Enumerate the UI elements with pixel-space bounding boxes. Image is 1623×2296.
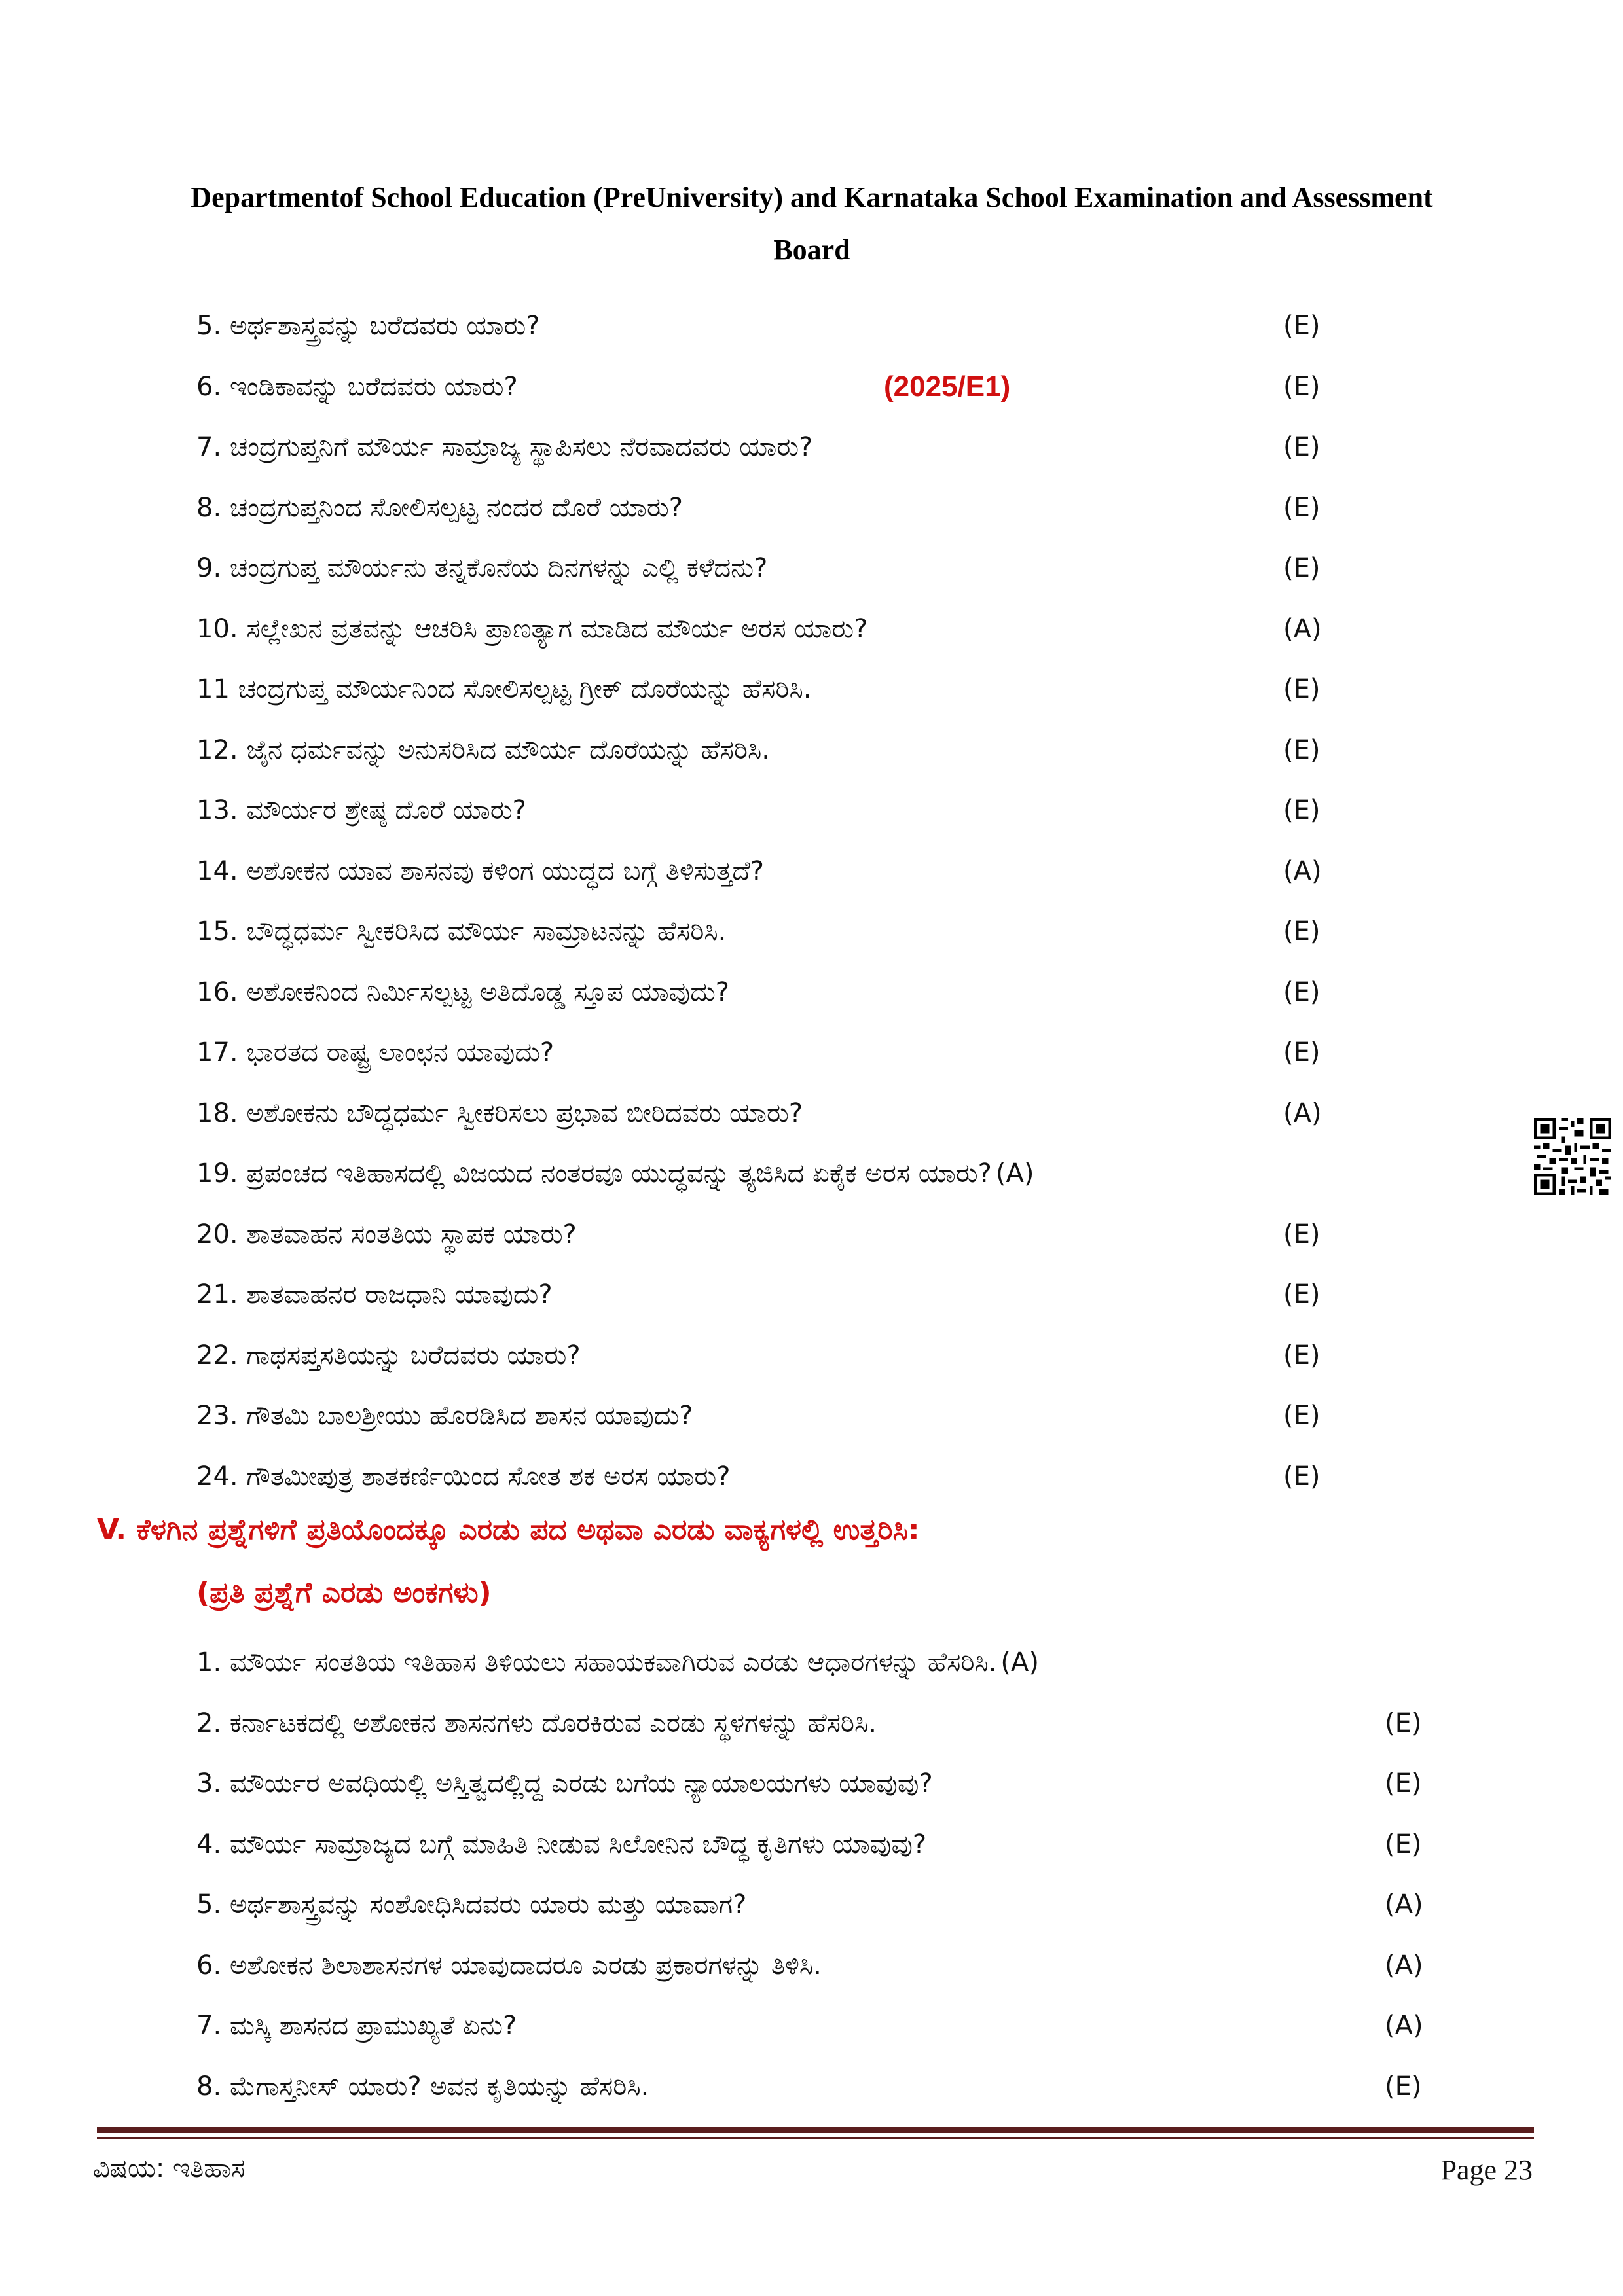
question-text: 4. ಮೌರ್ಯ ಸಾಮ್ರಾಜ್ಯದ ಬಗ್ಗೆ ಮಾಹಿತಿ ನೀಡುವ ಸಿಲೋನಿನ ಬೌದ್ಧ ಕೃತಿಗಳು ಯಾವುವು? [196, 1829, 927, 1859]
question-item [196, 1757, 1499, 1810]
question-text: 7. ಮಸ್ಕಿ ಶಾಸನದ ಪ್ರಾಮುಖ್ಯತೆ ಏನು? [196, 2011, 517, 2041]
difficulty-tag: (E) [1283, 371, 1321, 402]
question-text: 6. ಅಶೋಕನ ಶಿಲಾಶಾಸನಗಳ ಯಾವುದಾದರೂ ಎರಡು ಪ್ರಕಾರಗಳನ್ನು ತಿಳಿಸಿ. [196, 1950, 822, 1981]
document-header: Departmentof School Education (PreUniversity) and Karnataka School Examination and Assessment [191, 181, 1433, 213]
difficulty-tag: (E) [1283, 795, 1321, 825]
question-text: 24. ಗೌತಮೀಪುತ್ರ ಶಾತಕರ್ಣಿಯಿಂದ ಸೋತ ಶಕ ಅರಸ ಯಾರು? [196, 1461, 731, 1492]
question-item [196, 1268, 1499, 1321]
difficulty-tag: (E) [1283, 432, 1321, 462]
question-item [196, 1026, 1499, 1079]
qr-code-icon[interactable] [1533, 1118, 1612, 1195]
question-item [196, 1087, 1499, 1139]
question-text: 12. ಜೈನ ಧರ್ಮವನ್ನು ಅನುಸರಿಸಿದ ಮೌರ್ಯ ದೊರೆಯನ್ನು ಹೆಸರಿಸಿ. [196, 734, 770, 765]
difficulty-tag: (A) [1000, 1647, 1039, 1677]
difficulty-tag: (E) [1283, 1461, 1321, 1492]
difficulty-tag: (E) [1385, 1829, 1422, 1859]
difficulty-tag: (A) [1385, 2011, 1423, 2041]
question-item [196, 361, 1499, 413]
question-item [196, 1450, 1499, 1503]
section-5-heading: V. ಕೆಳಗಿನ ಪ್ರಶ್ನೆಗಳಿಗೆ ಪ್ರತಿಯೊಂದಕ್ಕೂ ಎರಡು ಪದ ಅಥವಾ ಎರಡು ವಾಕ್ಯಗಳಲ್ಲಿ ಉತ್ತರಿಸಿ: [97, 1513, 920, 1547]
question-item [196, 542, 1499, 594]
difficulty-tag: (A) [1283, 613, 1322, 644]
question-item [196, 1390, 1499, 1442]
difficulty-tag: (A) [1385, 1890, 1423, 1920]
difficulty-tag: (E) [1283, 492, 1321, 523]
footer-rule [97, 2127, 1534, 2133]
difficulty-tag: (E) [1283, 1401, 1321, 1431]
section-5-marks-note: (ಪ್ರತಿ ಪ್ರಶ್ನೆಗೆ ಎರಡು ಅಂಕಗಳು) [196, 1576, 492, 1609]
question-text: 10. ಸಲ್ಲೇಖನ ವ್ರತವನ್ನು ಆಚರಿಸಿ ಪ್ರಾಣತ್ಯಾಗ ಮಾಡಿದ ಮೌರ್ಯ ಅರಸ ಯಾರು? [196, 613, 868, 644]
difficulty-tag: (E) [1283, 553, 1321, 583]
question-text: 2. ಕರ್ನಾಟಕದಲ್ಲಿ ಅಶೋಕನ ಶಾಸನಗಳು ದೊರಕಿರುವ ಎರಡು ಸ್ಥಳಗಳನ್ನು ಹೆಸರಿಸಿ. [196, 1708, 877, 1738]
difficulty-tag: (E) [1283, 977, 1321, 1007]
question-item [196, 482, 1499, 534]
question-text: 7. ಚಂದ್ರಗುಪ್ತನಿಗೆ ಮೌರ್ಯ ಸಾಮ್ರಾಜ್ಯ ಸ್ಥಾಪಿಸಲು ನೆರವಾದವರು ಯಾರು? [196, 432, 813, 462]
question-text: 21. ಶಾತವಾಹನರ ರಾಜಧಾನಿ ಯಾವುದು? [196, 1280, 553, 1310]
question-item [196, 966, 1499, 1018]
question-item [196, 2000, 1499, 2052]
question-text: 17. ಭಾರತದ ರಾಷ್ಟ್ರ ಲಾಂಛನ ಯಾವುದು? [196, 1037, 555, 1067]
question-text: 9. ಚಂದ್ರಗುಪ್ತ ಮೌರ್ಯನು ತನ್ನಕೊನೆಯ ದಿನಗಳನ್ನು ಎಲ್ಲಿ ಕಳೆದನು? [196, 553, 768, 583]
question-item [196, 1878, 1499, 1931]
difficulty-tag: (E) [1283, 1280, 1321, 1310]
difficulty-tag: (A) [1385, 1950, 1423, 1981]
difficulty-tag: (A) [1283, 855, 1322, 886]
difficulty-tag: (E) [1385, 1708, 1422, 1738]
difficulty-tag: (A) [995, 1158, 1034, 1189]
question-item [196, 1818, 1499, 1871]
question-item [196, 2060, 1499, 2113]
question-item [196, 1329, 1499, 1382]
question-text: 5. ಅರ್ಥಶಾಸ್ತ್ರವನ್ನು ಸಂಶೋಧಿಸಿದವರು ಯಾರು ಮತ್ತು ಯಾವಾಗ? [196, 1890, 747, 1920]
question-item [196, 845, 1499, 897]
difficulty-tag: (E) [1385, 2071, 1422, 2102]
difficulty-tag: (E) [1283, 1219, 1321, 1249]
question-item [196, 1636, 1499, 1689]
difficulty-tag: (E) [1283, 734, 1321, 765]
question-text: 22. ಗಾಥಸಪ್ತಸತಿಯನ್ನು ಬರೆದವರು ಯಾರು? [196, 1340, 581, 1371]
difficulty-tag: (E) [1283, 311, 1321, 341]
question-item [196, 784, 1499, 836]
page-number: Page 23 [1440, 2154, 1533, 2186]
difficulty-tag: (E) [1283, 674, 1321, 704]
question-text: 8. ಮೆಗಾಸ್ತನೀಸ್ ಯಾರು? ಅವನ ಕೃತಿಯನ್ನು ಹೆಸರಿಸಿ. [196, 2071, 649, 2102]
question-text: 19. ಪ್ರಪಂಚದ ಇತಿಹಾಸದಲ್ಲಿ ವಿಜಯದ ನಂತರವೂ ಯುದ್ಧವನ್ನು ತ್ಯಜಿಸಿದ ಏಕೈಕ ಅರಸ ಯಾರು? [196, 1158, 992, 1189]
question-item [196, 1697, 1499, 1749]
difficulty-tag: (A) [1283, 1098, 1322, 1128]
question-text: 16. ಅಶೋಕನಿಂದ ನಿರ್ಮಿಸಲ್ಪಟ್ಟ ಅತಿದೊಡ್ಡ ಸ್ತೂಪ ಯಾವುದು? [196, 977, 730, 1007]
question-text: 11 ಚಂದ್ರಗುಪ್ತ ಮೌರ್ಯನಿಂದ ಸೋಲಿಸಲ್ಪಟ್ಟ ಗ್ರೀಕ್ ದೊರೆಯನ್ನು ಹೆಸರಿಸಿ. [196, 674, 812, 704]
footer-subject: ವಿಷಯ: ಇತಿಹಾಸ [93, 2153, 246, 2183]
question-text: 20. ಶಾತವಾಹನ ಸಂತತಿಯ ಸ್ಥಾಪಕ ಯಾರು? [196, 1219, 577, 1249]
question-text: 5. ಅರ್ಥಶಾಸ್ತ್ರವನ್ನು ಬರೆದವರು ಯಾರು? [196, 311, 540, 341]
question-item [196, 663, 1499, 715]
question-text: 3. ಮೌರ್ಯರ ಅವಧಿಯಲ್ಲಿ ಅಸ್ತಿತ್ವದಲ್ಲಿದ್ದ ಎರಡು ಬಗೆಯ ನ್ಯಾಯಾಲಯಗಳು ಯಾವುವು? [196, 1768, 933, 1799]
question-item [196, 724, 1499, 776]
question-item [196, 1147, 1499, 1200]
question-item [196, 1939, 1499, 1992]
difficulty-tag: (E) [1283, 1340, 1321, 1371]
question-item [196, 300, 1499, 352]
exam-year-tag: (2025/E1) [884, 370, 1011, 403]
question-text: 18. ಅಶೋಕನು ಬೌದ್ಧಧರ್ಮ ಸ್ವೀಕರಿಸಲು ಪ್ರಭಾವ ಬೀರಿದವರು ಯಾರು? [196, 1098, 803, 1128]
difficulty-tag: (E) [1283, 916, 1321, 946]
question-item [196, 905, 1499, 958]
question-text: 13. ಮೌರ್ಯರ ಶ್ರೇಷ್ಠ ದೊರೆ ಯಾರು? [196, 795, 526, 825]
difficulty-tag: (E) [1283, 1037, 1321, 1067]
question-text: 1. ಮೌರ್ಯ ಸಂತತಿಯ ಇತಿಹಾಸ ತಿಳಿಯಲು ಸಹಾಯಕವಾಗಿರುವ ಎರಡು ಆಧಾರಗಳನ್ನು ಹೆಸರಿಸಿ. [196, 1647, 997, 1677]
question-text: 23. ಗೌತಮಿ ಬಾಲಶ್ರೀಯು ಹೊರಡಿಸಿದ ಶಾಸನ ಯಾವುದು? [196, 1401, 693, 1431]
difficulty-tag: (E) [1385, 1768, 1422, 1799]
question-text: 6. ಇಂಡಿಕಾವನ್ನು ಬರೆದವರು ಯಾರು? [196, 371, 518, 402]
question-item [196, 603, 1499, 655]
question-item [196, 1208, 1499, 1261]
document-header-board: Board [773, 234, 850, 266]
question-text: 15. ಬೌದ್ಧಧರ್ಮ ಸ್ವೀಕರಿಸಿದ ಮೌರ್ಯ ಸಾಮ್ರಾಟನನ್ನು ಹೆಸರಿಸಿ. [196, 916, 727, 946]
question-item [196, 421, 1499, 473]
footer-rule-thin [97, 2137, 1534, 2139]
question-text: 8. ಚಂದ್ರಗುಪ್ತನಿಂದ ಸೋಲಿಸಲ್ಪಟ್ಟ ನಂದರ ದೊರೆ ಯಾರು? [196, 492, 683, 523]
question-text: 14. ಅಶೋಕನ ಯಾವ ಶಾಸನವು ಕಳಿಂಗ ಯುದ್ಧದ ಬಗ್ಗೆ ತಿಳಿಸುತ್ತದೆ? [196, 855, 765, 886]
